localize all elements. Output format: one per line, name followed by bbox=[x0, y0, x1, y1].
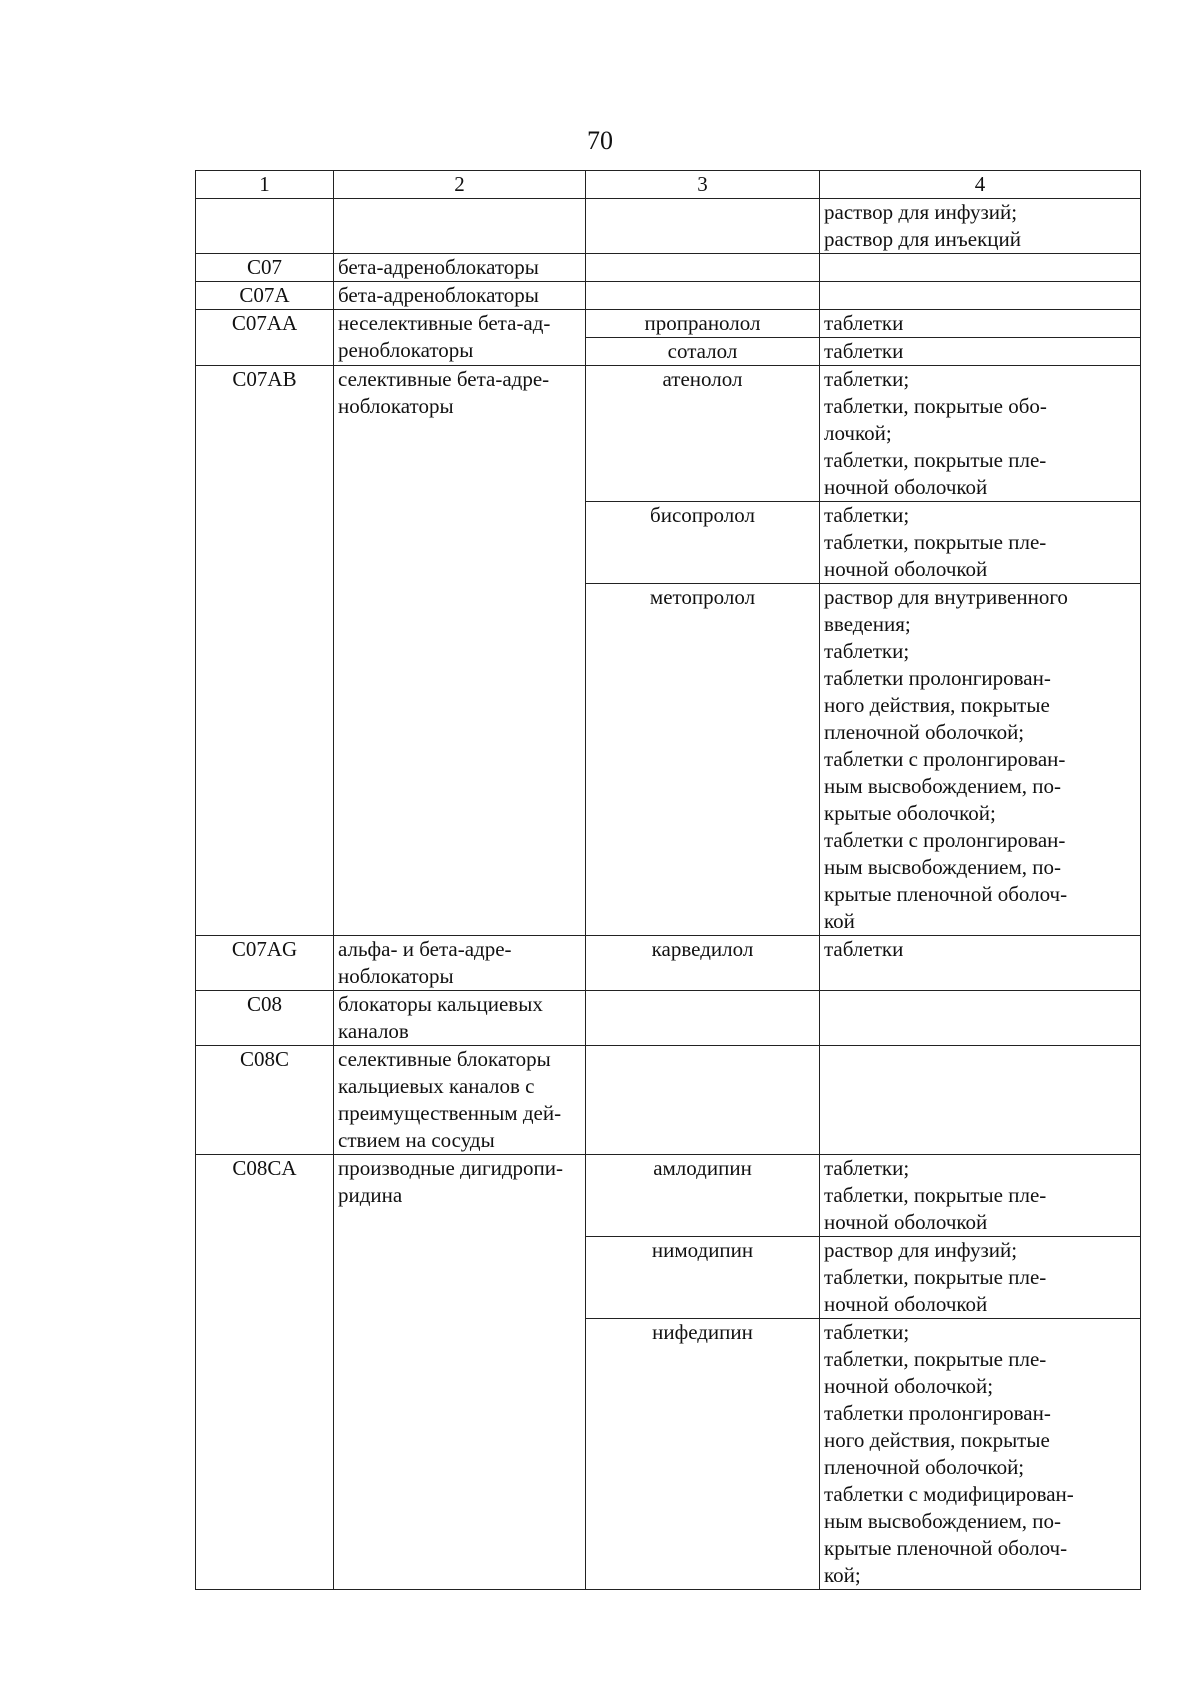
drug-name-cell: карведилол bbox=[586, 936, 820, 991]
column-header-1: 1 bbox=[196, 171, 334, 199]
dosage-form-cell: таблетки bbox=[820, 310, 1141, 338]
atc-code-cell: C07AA bbox=[196, 310, 334, 366]
dosage-form-cell: раствор для инфузий; таблетки, покрытые пле- ночной оболочкой bbox=[820, 1237, 1141, 1319]
table-row bbox=[196, 366, 1141, 502]
atc-code-cell: C08C bbox=[196, 1046, 334, 1155]
atc-code-cell: C07AG bbox=[196, 936, 334, 991]
atc-code-cell: C08 bbox=[196, 991, 334, 1046]
group-name-cell: альфа- и бета-адре- ноблокаторы bbox=[334, 936, 586, 991]
drug-name-cell: нимодипин bbox=[586, 1237, 820, 1319]
dosage-form-cell bbox=[820, 1046, 1141, 1155]
dosage-form-cell: таблетки bbox=[820, 338, 1141, 366]
dosage-form-cell: таблетки; таблетки, покрытые пле- ночной оболочкой bbox=[820, 1155, 1141, 1237]
drug-name-cell: пропранолол bbox=[586, 310, 820, 338]
table-row bbox=[196, 254, 1141, 282]
drug-name-cell: амлодипин bbox=[586, 1155, 820, 1237]
group-name-cell bbox=[334, 199, 586, 254]
column-header-4: 4 bbox=[820, 171, 1141, 199]
dosage-form-cell: таблетки bbox=[820, 936, 1141, 991]
dosage-form-cell bbox=[820, 254, 1141, 282]
table-row bbox=[196, 1046, 1141, 1155]
atc-code-cell: C07 bbox=[196, 254, 334, 282]
atc-code-cell: C07AB bbox=[196, 366, 334, 936]
group-name-cell: неселективные бета-ад- реноблокаторы bbox=[334, 310, 586, 366]
dosage-form-cell: таблетки; таблетки, покрытые обо- лочкой; таблетки, покрытые пле- ночной оболочкой bbox=[820, 366, 1141, 502]
table-row bbox=[196, 936, 1141, 991]
dosage-form-cell: таблетки; таблетки, покрытые пле- ночной оболочкой; таблетки пролонгирован- ного действия, покрытые пленочной оболочкой; таблетки с модифицирован- ным высвобождением, по- крытые пленочной оболоч- кой; bbox=[820, 1319, 1141, 1590]
page-number: 70 bbox=[587, 126, 613, 155]
drug-name-cell: бисопролол bbox=[586, 502, 820, 584]
column-header-3: 3 bbox=[586, 171, 820, 199]
drug-name-cell bbox=[586, 282, 820, 310]
drug-table bbox=[195, 170, 1141, 1590]
atc-code-cell: C07A bbox=[196, 282, 334, 310]
table-row bbox=[196, 310, 1141, 338]
dosage-form-cell bbox=[820, 282, 1141, 310]
group-name-cell: блокаторы кальциевых каналов bbox=[334, 991, 586, 1046]
drug-name-cell bbox=[586, 199, 820, 254]
drug-name-cell: метопролол bbox=[586, 584, 820, 936]
dosage-form-cell: раствор для внутривенного введения; таблетки; таблетки пролонгирован- ного действия, покрытые пленочной оболочкой; таблетки с пролонгирован- ным высвобождением, по- крытые оболочкой; таблетки с пролонгирован- ным высвобождением, по- крытые пленочной оболоч- кой bbox=[820, 584, 1141, 936]
group-name-cell: производные дигидропи- ридина bbox=[334, 1155, 586, 1590]
drug-name-cell bbox=[586, 1046, 820, 1155]
table-row bbox=[196, 199, 1141, 254]
table-row bbox=[196, 282, 1141, 310]
atc-code-cell bbox=[196, 199, 334, 254]
atc-code-cell: C08CA bbox=[196, 1155, 334, 1590]
drug-name-cell: атенолол bbox=[586, 366, 820, 502]
dosage-form-cell bbox=[820, 991, 1141, 1046]
drug-name-cell: нифедипин bbox=[586, 1319, 820, 1590]
table-row bbox=[196, 1155, 1141, 1237]
drug-name-cell bbox=[586, 991, 820, 1046]
group-name-cell: селективные бета-адре- ноблокаторы bbox=[334, 366, 586, 936]
table-row bbox=[196, 991, 1141, 1046]
drug-name-cell: соталол bbox=[586, 338, 820, 366]
dosage-form-cell: таблетки; таблетки, покрытые пле- ночной оболочкой bbox=[820, 502, 1141, 584]
group-name-cell: бета-адреноблокаторы bbox=[334, 282, 586, 310]
group-name-cell: бета-адреноблокаторы bbox=[334, 254, 586, 282]
column-header-2: 2 bbox=[334, 171, 586, 199]
header-row bbox=[196, 171, 1141, 199]
drug-name-cell bbox=[586, 254, 820, 282]
group-name-cell: селективные блокаторы кальциевых каналов с преимущественным дей- ствием на сосуды bbox=[334, 1046, 586, 1155]
dosage-form-cell: раствор для инфузий; раствор для инъекций bbox=[820, 199, 1141, 254]
